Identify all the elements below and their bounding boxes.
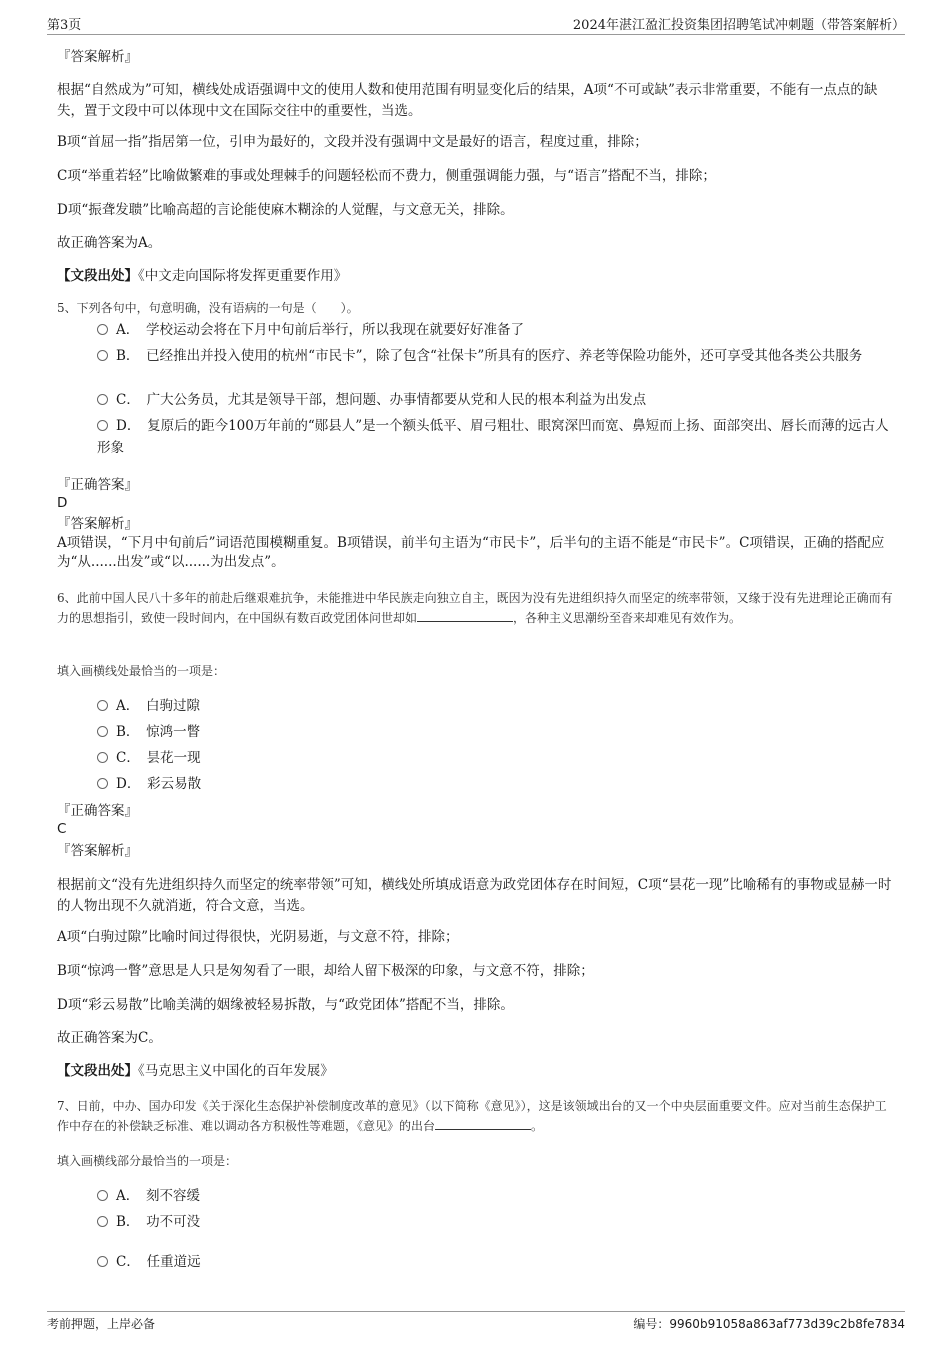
q5-analysis: A项错误，“下月中旬前后”词语范围模糊重复。B项错误，前半句主语为“市民卡”，后半句的主语不能是“市民卡”。C项错误，正确的搭配应为“从......出发”或“以......为出发点”。 bbox=[57, 535, 885, 570]
radio-icon[interactable] bbox=[97, 752, 108, 763]
q6-correct-label: 『正确答案』 bbox=[57, 803, 138, 819]
radio-icon[interactable] bbox=[97, 394, 108, 405]
q6-correct-answer: C bbox=[57, 821, 67, 837]
q7-prompt: 填入画横线部分最恰当的一项是： bbox=[57, 1154, 238, 1168]
q4-analysis-p2: B项“首屈一指”指居第一位，引申为最好的，文段并没有强调中文是最好的语言，程度过重，排除； bbox=[57, 134, 648, 150]
q7-option-b[interactable]: B． 功不可没 bbox=[97, 1211, 892, 1233]
page-header bbox=[47, 14, 905, 35]
footer-slogan: 考前押题，上岸必备 bbox=[47, 1317, 156, 1331]
q6-option-b[interactable]: B． 惊鸿一瞥 bbox=[97, 721, 892, 743]
q5-analysis-label: 『答案解析』 bbox=[57, 516, 138, 532]
radio-icon[interactable] bbox=[97, 700, 108, 711]
page-number: 第3页 bbox=[47, 18, 82, 33]
document-title: 2024年湛江盈汇投资集团招聘笔试冲刺题（带答案解析） bbox=[572, 18, 905, 33]
q6-analysis-p2: A项“白驹过隙”比喻时间过得很快，光阴易逝，与文意不符，排除； bbox=[57, 929, 459, 945]
q6-option-d[interactable]: D． 彩云易散 bbox=[97, 773, 892, 795]
radio-icon[interactable] bbox=[97, 420, 108, 431]
radio-icon[interactable] bbox=[97, 324, 108, 335]
q6-analysis-p1: 根据前文“没有先进组织持久而坚定的统率带领”可知，横线处所填成语意为政党团体存在时间短，C项“昙花一现”比喻稀有的事物或显赫一时的人物出现不久就消逝，符合文意，当选。 bbox=[57, 877, 892, 914]
q6-analysis-p3: B项“惊鸿一瞥”意思是人只是匆匆看了一眼，却给人留下极深的印象，与文意不符，排除； bbox=[57, 963, 594, 979]
q5-option-a[interactable]: A． 学校运动会将在下月中旬前后举行，所以我现在就要好好准备了 bbox=[97, 319, 892, 341]
q4-analysis-p4: D项“振聋发聩”比喻高超的言论能使麻木糊涂的人觉醒，与文意无关，排除。 bbox=[57, 202, 514, 218]
source-label: 【文段出处】 bbox=[57, 1063, 138, 1079]
q4-source bbox=[57, 266, 897, 287]
source-label: 【文段出处】 bbox=[57, 268, 138, 284]
q5-question: 5、下列各句中，句意明确，没有语病的一句是（ ）。 bbox=[57, 301, 359, 315]
radio-icon[interactable] bbox=[97, 350, 108, 361]
q6-question: 6、此前中国人民八十多年的前赴后继艰难抗争，未能推进中华民族走向独立自主，既因为没有先进组织持久而坚定的统率带领，又缘于没有先进理论正确而有力的思想指引，致使一段时间内，在中国纵有数百政党团体问世却如 ，各种主义思潮纷至沓来却难见有效作为。 bbox=[57, 591, 893, 625]
q6-analysis-label: 『答案解析』 bbox=[57, 843, 138, 859]
q6-option-c[interactable]: C． 昙花一现 bbox=[97, 747, 892, 769]
q7-option-c[interactable]: C． 任重道远 bbox=[97, 1251, 892, 1273]
q7-option-a[interactable]: A． 刻不容缓 bbox=[97, 1185, 892, 1207]
q6-prompt: 填入画横线处最恰当的一项是： bbox=[57, 664, 226, 678]
source-title: 《中文走向国际将发挥更重要作用》 bbox=[138, 268, 348, 284]
radio-icon[interactable] bbox=[97, 1216, 108, 1227]
page-footer bbox=[47, 1311, 905, 1334]
radio-icon[interactable] bbox=[97, 1190, 108, 1201]
q4-analysis-p1: 根据“自然成为”可知，横线处成语强调中文的使用人数和使用范围有明显变化后的结果，A项“不可或缺”表示非常重要，不能有一点点的缺失，置于文段中可以体现中文在国际交往中的重要性，当选。 bbox=[57, 82, 878, 119]
q6-analysis-p4: D项“彩云易散”比喻美满的姻缘被轻易拆散，与“政党团体”搭配不当，排除。 bbox=[57, 997, 514, 1013]
answer-blank bbox=[417, 609, 513, 622]
radio-icon[interactable] bbox=[97, 1256, 108, 1267]
radio-icon[interactable] bbox=[97, 726, 108, 737]
q5-correct-label: 『正确答案』 bbox=[57, 477, 138, 493]
document-code: 编号：9960b91058a863af773d39c2b8fe7834 bbox=[633, 1317, 905, 1331]
q6-option-a[interactable]: A． 白驹过隙 bbox=[97, 695, 892, 717]
q6-source bbox=[57, 1061, 897, 1082]
q4-analysis-p5: 故正确答案为A。 bbox=[57, 235, 162, 251]
q5-correct-answer: D bbox=[57, 495, 68, 511]
q7-question: 7、日前，中办、国办印发《关于深化生态保护补偿制度改革的意见》（以下简称《意见》），这是该领域出台的又一个中央层面重要文件。应对当前生态保护工作中存在的补偿缺乏标准、难以调动各方积极性等难题，《意见》的出台 。 bbox=[57, 1099, 887, 1133]
q5-option-b[interactable]: B． 已经推出并投入使用的杭州“市民卡”，除了包含“社保卡”所具有的医疗、养老等保险功能外，还可享受其他各类公共服务 bbox=[97, 345, 892, 367]
q6-analysis-p5: 故正确答案为C。 bbox=[57, 1030, 162, 1046]
q4-analysis-label: 『答案解析』 bbox=[57, 49, 138, 65]
q4-analysis-p3: C项“举重若轻”比喻做繁难的事或处理棘手的问题轻松而不费力，侧重强调能力强，与“语言”搭配不当，排除； bbox=[57, 168, 716, 184]
radio-icon[interactable] bbox=[97, 778, 108, 789]
q5-option-c[interactable]: C． 广大公务员，尤其是领导干部，想问题、办事情都要从党和人民的根本利益为出发点 bbox=[97, 389, 892, 411]
answer-blank bbox=[435, 1117, 531, 1130]
source-title: 《马克思主义中国化的百年发展》 bbox=[138, 1063, 334, 1079]
q5-option-d[interactable]: D． 复原后的距今100万年前的“郧县人”是一个额头低平、眉弓粗壮、眼窝深凹而宽、鼻短而上扬、面部突出、唇长而薄的远古人形象 bbox=[97, 418, 889, 456]
